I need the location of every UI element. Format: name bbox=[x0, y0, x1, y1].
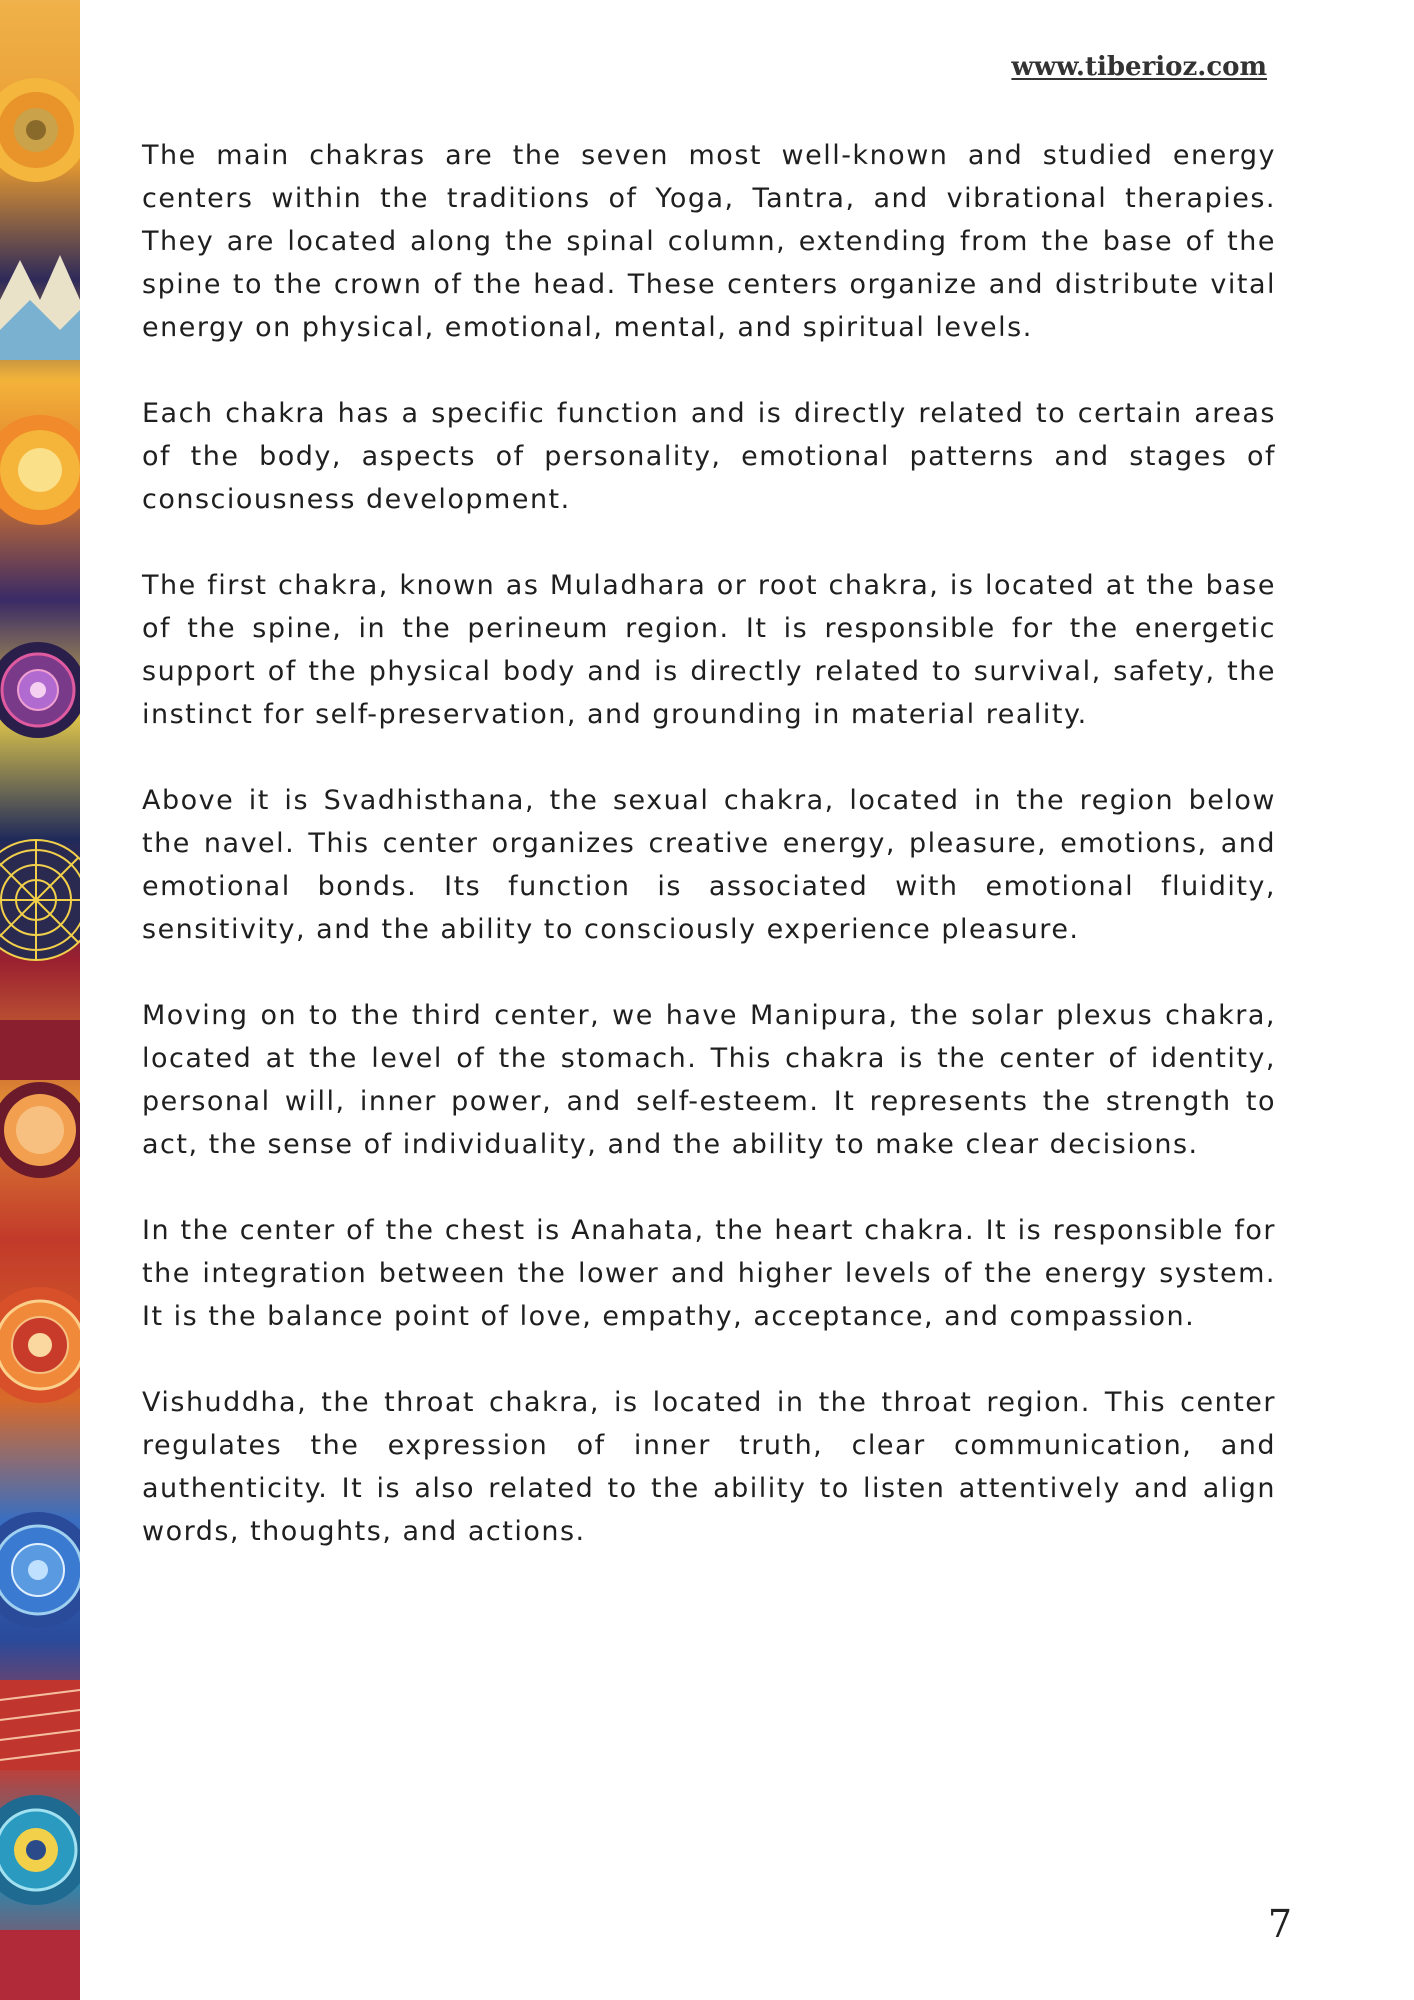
blue-mandala-icon bbox=[0, 1512, 80, 1628]
paragraph-vishuddha: Vishuddha, the throat chakra, is located in the throat region. This center regulates the expression of inner truth, clear communication, and authenticity. It is also related to the ability to listen attentively and align words, thoughts, and actions. bbox=[142, 1387, 1276, 1547]
bottom-band-decor bbox=[0, 1930, 80, 2000]
decorative-chakra-strip bbox=[0, 0, 80, 2000]
page-number: 7 bbox=[1267, 1902, 1292, 1946]
sunflower-icon bbox=[0, 78, 80, 182]
paragraph-anahata: In the center of the chest is Anahata, the heart chakra. It is responsible for the integration between the lower and higher levels of the energy system. It is the balance point of love, empathy, acceptance, and compassion. bbox=[142, 1215, 1276, 1332]
teal-mandala-icon bbox=[0, 1795, 80, 1905]
pattern-band-decor bbox=[0, 1680, 80, 1770]
red-mandala-icon bbox=[0, 1287, 80, 1403]
site-url-link[interactable]: www.tiberioz.com bbox=[1011, 52, 1267, 82]
paragraph-chakra-function: Each chakra has a specific function and is directly related to certain areas of the body, aspects of personality, emotional patterns and stages of consciousness development. bbox=[142, 398, 1276, 515]
purple-mandala-icon bbox=[0, 642, 80, 738]
paragraph-intro: The main chakras are the seven most well-known and studied energy centers within the traditions of Yoga, Tantra, and vibrational therapies. They are located along the spinal column, extending from the base of the spine to the crown of the head. These centers organize and distribute vital energy on physical, emotional, mental, and spiritual levels. bbox=[142, 140, 1276, 343]
paragraph-manipura: Moving on to the third center, we have Manipura, the solar plexus chakra, located at the level of the stomach. This chakra is the center of identity, personal will, inner power, and self-esteem. It represents the strength to act, the sense of individuality, and the ability to make clear decisions. bbox=[142, 1000, 1276, 1160]
sun-mandala-icon bbox=[0, 415, 80, 525]
paragraph-muladhara: The first chakra, known as Muladhara or root chakra, is located at the base of the spine, in the perineum region. It is responsible for the energetic support of the physical body and is directly related to survival, safety, the instinct for self-preservation, and grounding in material reality. bbox=[142, 570, 1276, 730]
orange-orb-icon bbox=[0, 1082, 80, 1178]
red-band-decor bbox=[0, 1020, 80, 1080]
paragraph-svadhisthana: Above it is Svadhisthana, the sexual chakra, located in the region below the navel. This center organizes creative energy, pleasure, emotions, and emotional bonds. Its function is associated with emotional fluidity, sensitivity, and the ability to consciously experience pleasure. bbox=[142, 785, 1276, 945]
web-mandala-icon bbox=[0, 840, 80, 960]
body-text bbox=[142, 134, 1276, 1596]
